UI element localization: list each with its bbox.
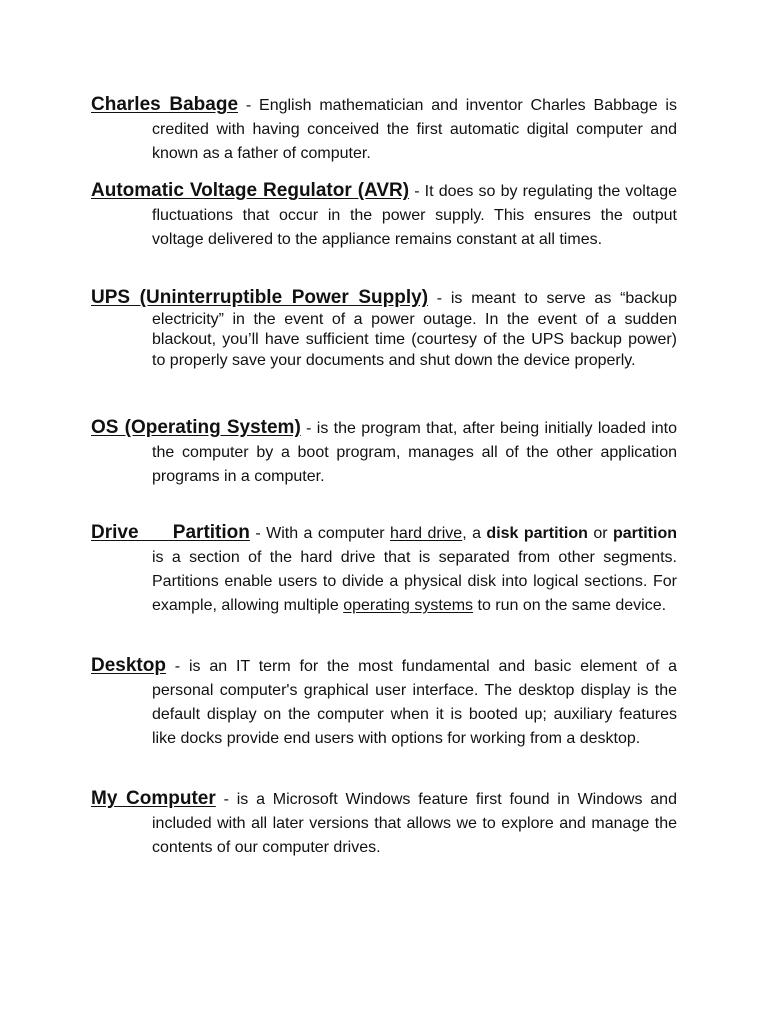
entry-charles-babage: [91, 93, 677, 166]
operating-systems-link[interactable]: operating systems: [343, 597, 474, 614]
entry-term: Drive Partition: [91, 522, 250, 543]
entry-definition-part: is a section of the hard drive that is separated from other segments. Partitions enable users to divide a physical disk into logical sections. For example, allowing multiple: [152, 549, 677, 614]
entry-definition: - is an IT term for the most fundamental and basic element of a personal computer's graphical user interface. The desktop display is the default display on the computer when it is booted up; auxiliary features like docks provide end users with options for working from a desktop.: [152, 658, 677, 747]
bold-term: disk partition: [486, 525, 588, 542]
entry-definition: - is a Microsoft Windows feature first found in Windows and included with all later versions that allows we to explore and manage the contents of our computer drives.: [152, 791, 677, 856]
entry-definition-part: , a: [462, 525, 487, 542]
entry-os: [91, 416, 677, 489]
entry-definition: - is the program that, after being initially loaded into the computer by a boot program, manages all of the other application programs in a computer.: [152, 420, 677, 485]
entry-ups: [91, 288, 677, 371]
entry-drive-partition: [91, 521, 677, 618]
bold-term: partition: [613, 525, 677, 542]
entry-definition-part: - With a computer: [249, 525, 391, 542]
hard-drive-link[interactable]: hard drive: [390, 525, 463, 542]
entry-definition-part: to run on the same device.: [473, 597, 667, 614]
entry-definition: - It does so by regulating the voltage fluctuations that occur in the power supply. This ensures the output voltage delivered to the appliance remains constant at all times.: [152, 183, 677, 248]
entry-term: Desktop: [91, 655, 166, 676]
entry-definition: - is meant to serve as “backup electricity” in the event of a power outage. In the event of a sudden blackout, you’ll have sufficient time (courtesy of the UPS backup power) to properly save your documents and shut down the device properly.: [152, 290, 677, 369]
entry-term: Automatic Voltage Regulator (AVR): [91, 180, 410, 201]
entry-desktop: [91, 654, 677, 751]
entry-term: Charles Babage: [91, 94, 239, 115]
entry-term: UPS (Uninterruptible Power Supply): [91, 287, 429, 308]
entry-term: OS (Operating System): [91, 417, 301, 438]
entry-definition: - English mathematician and inventor Charles Babbage is credited with having conceived the first automatic digital computer and known as a father of computer.: [152, 97, 677, 162]
entry-my-computer: [91, 787, 677, 860]
entry-avr: [91, 179, 677, 252]
entry-term: My Computer: [91, 788, 216, 809]
entry-definition-part: or: [587, 525, 613, 542]
